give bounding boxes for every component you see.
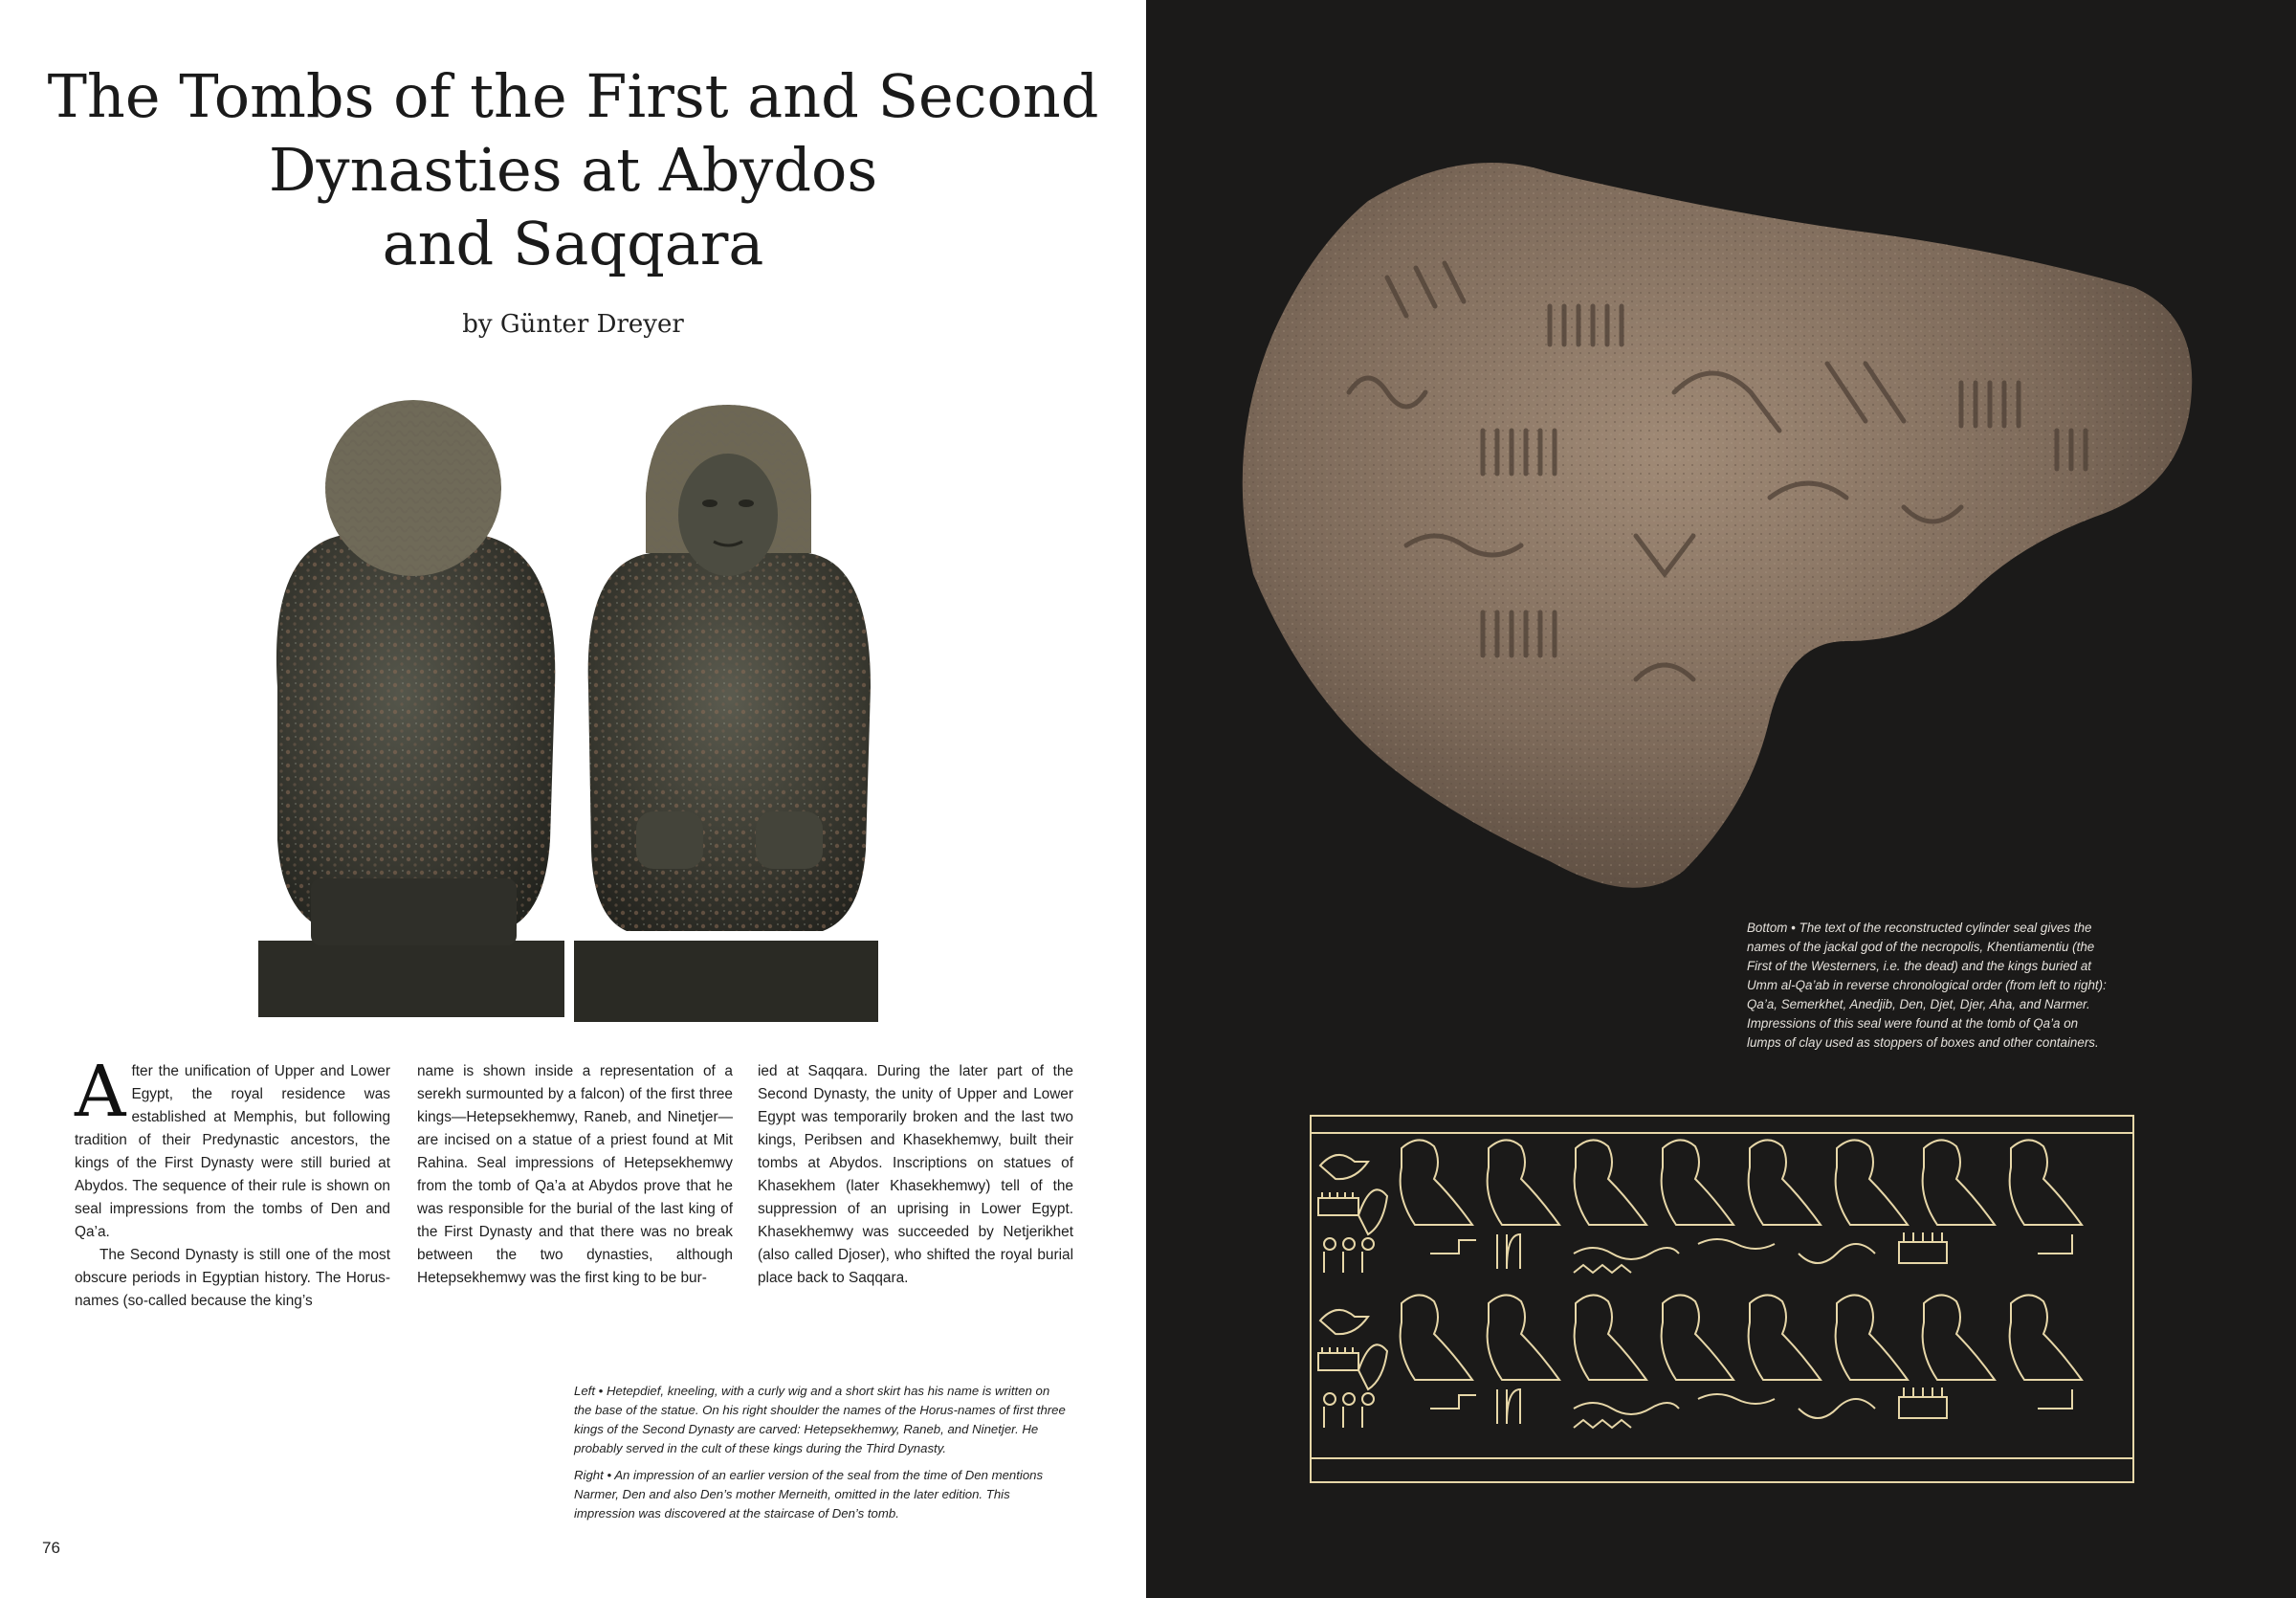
cylinder-seal-drawing (1301, 1110, 2143, 1488)
body-column-3 (758, 1060, 1073, 1290)
caption-left-statue: Left • Hetepdief, kneeling, with a curly wig and a short skirt has his name is written on the base of the statue. On his right shoulder the names of the Horus-names of first three kings of the Second Dynasty are carved: Hetepsekhemwy, Raneb, and Ninetjer. He probably served in the cult of these kings during the Third Dynasty. (574, 1384, 1066, 1455)
page-number: 76 (42, 1539, 60, 1557)
left-page (0, 0, 1146, 1598)
seal-register-top (1318, 1140, 2082, 1273)
body-col2-paragraph: name is shown inside a representation of a serekh surmounted by a falcon) of the first three kings—Hetepsekhemwy, Raneb, and Ninetjer—are incised on a statue of a priest found at Mit Rahina. Seal impressions of Hetepsekhemwy from the tomb of Qa’a at Abydos prove that he was responsible for the burial of the last king of the First Dynasty and that there was no break between the two dynasties, although Hetepsekhemwy was the first king to be bur- (417, 1063, 733, 1286)
statue-back-view (258, 400, 564, 1017)
caption-right-impression: Right • An impression of an earlier version of the seal from the time of Den mentions Narmer, Den and also Den’s mother Merneith, omitted in the later edition. This impression was discovered at the staircase of Den’s tomb. (574, 1468, 1044, 1520)
seal-register-bottom (1318, 1295, 2082, 1428)
body-col3-paragraph: ied at Saqqara. During the later part of the Second Dynasty, the unity of Upper and Lower Egypt was temporarily broken and the last two kings, Peribsen and Khasekhemwy, built their tombs at Abydos. Inscriptions on statues of Khasekhem (later Khasekhemwy) tell of the suppression of an uprising in Lower Egypt. Khasekhemwy was succeeded by Netjerikhet (also called Djoser), who shifted the royal burial place back to Saqqara. (758, 1063, 1073, 1286)
statue-photo (258, 400, 880, 1032)
drop-cap: A (75, 1051, 126, 1133)
falcon-icon (1401, 1140, 2082, 1225)
clay-seal-impression-photo (1234, 144, 2239, 1005)
caption-bottom: Bottom • The text of the reconstructed cylinder seal gives the names of the jackal god of the necropolis, Khentiamentiu (the First of the Westerners, i.e. the dead) and the kings buried at Umm al-Qa’ab in reverse chronological order (from left to right): Qa’a, Semerkhet, Anedjib, Den, Djet, Djer, Aha, and Narmer. Impressions of this seal were found at the tomb of Qa’a on lumps of clay used as stoppers of boxes and other containers. (1747, 921, 2107, 1050)
byline: by Günter Dreyer (462, 310, 684, 339)
article-title (0, 59, 1146, 280)
title-line-1: The Tombs of the First and Second (47, 61, 1099, 131)
hieroglyph-sign-row (1324, 1232, 2072, 1273)
body-col1-paragraph-1: fter the unification of Upper and Lower Egypt, the royal residence was established at Memphis, but following tradition of their Predynastic ancestors, the kings of the First Dynasty were still buried at Abydos. The sequence of their rule is shown on seal impressions from the tombs of Den and Qa’a. (75, 1063, 390, 1240)
title-line-3: and Saqqara (382, 209, 764, 278)
statue-front-view (574, 405, 878, 1022)
body-column-2 (417, 1060, 733, 1290)
body-col1-paragraph-2: The Second Dynasty is still one of the most obscure periods in Egyptian history. The Horus-names (so-called because the king’s (75, 1247, 390, 1309)
body-column-1 (75, 1051, 390, 1313)
title-line-2: Dynasties at Abydos (268, 135, 878, 205)
caption-left (574, 1382, 1068, 1523)
